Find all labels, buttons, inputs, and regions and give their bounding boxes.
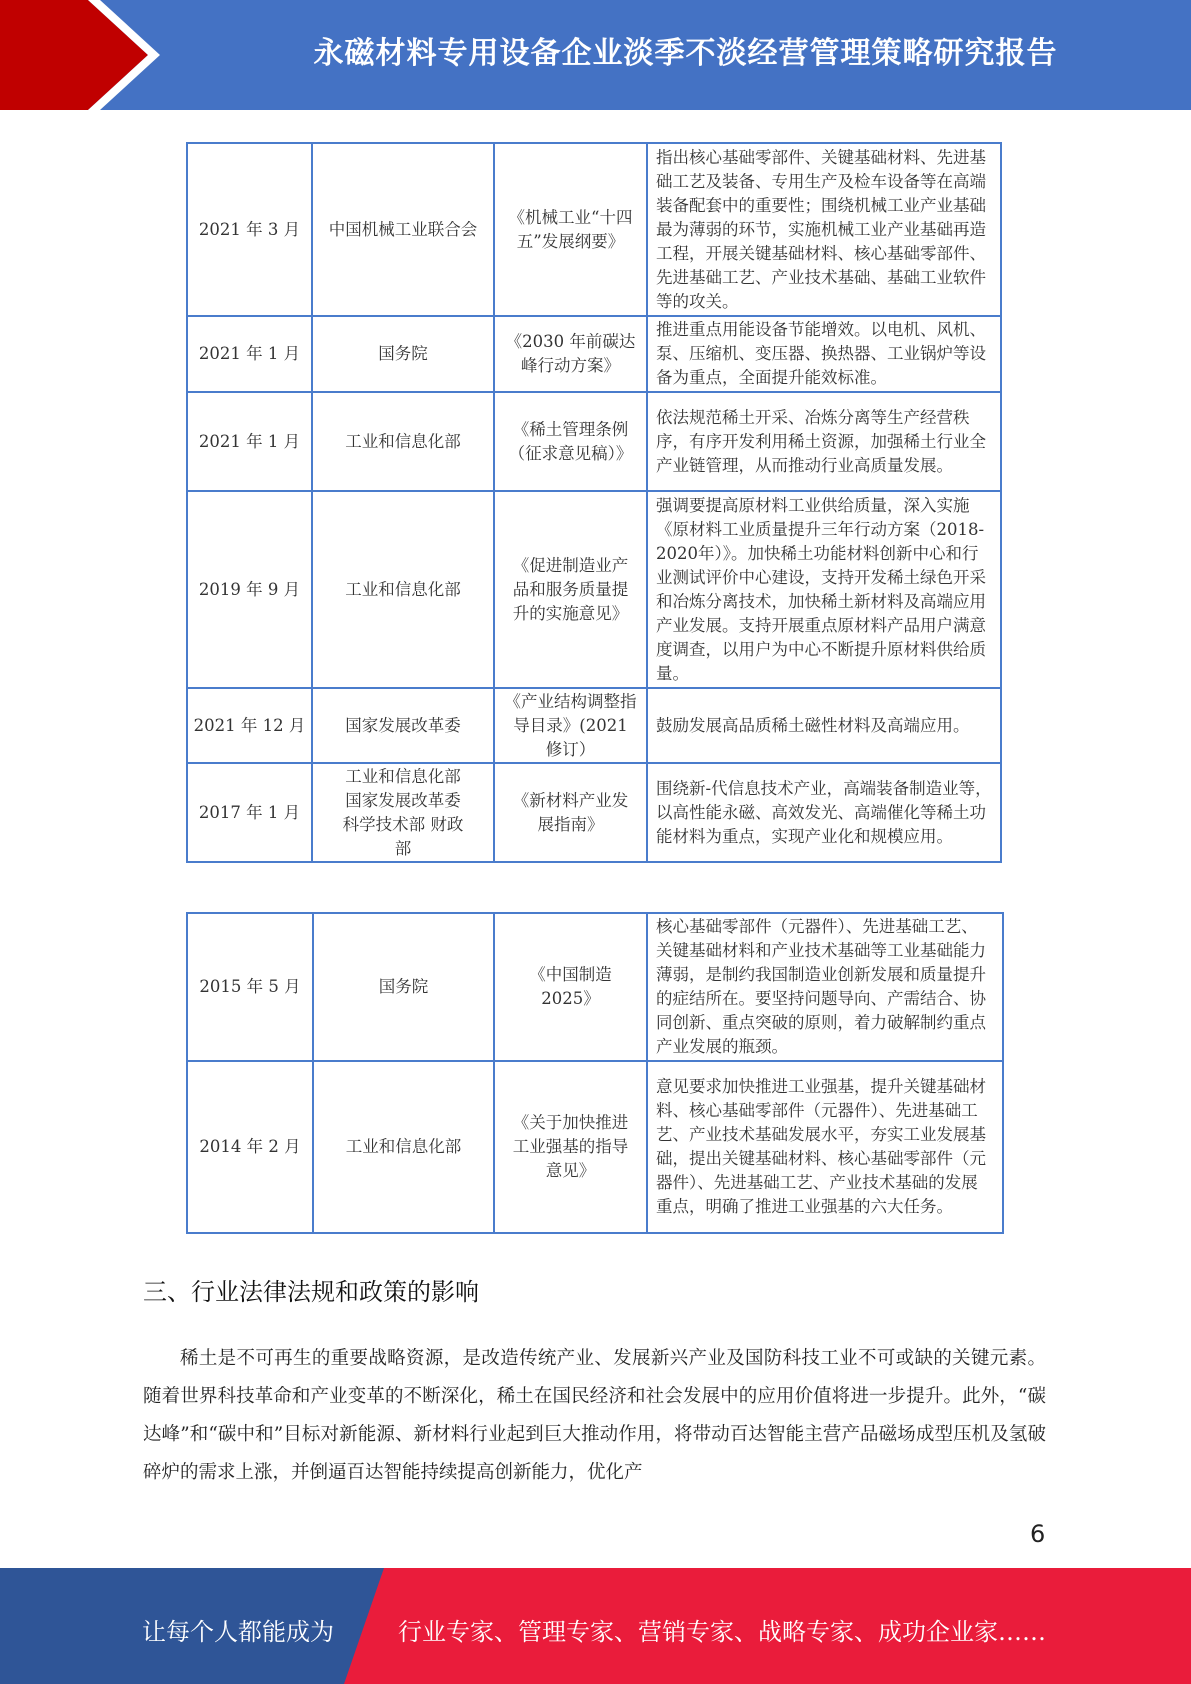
table-row [187,316,1001,392]
cell-content: 依法规范稀土开采、冶炼分离等生产经营秩序，有序开发利用稀土资源，加强稀土行业全产业链管理，从而推动行业高质量发展。 [647,392,1001,491]
table-row [187,491,1001,688]
cell-date: 2021 年 12 月 [187,688,312,763]
cell-content: 围绕新-代信息技术产业，高端装备制造业等，以高性能永磁、高效发光、高端催化等稀土功能材料为重点，实现产业化和规模应用。 [647,763,1001,862]
cell-org: 中国机械工业联合会 [312,143,494,316]
cell-doc: 《促进制造业产品和服务质量提升的实施意见》 [494,491,647,688]
cell-date: 2017 年 1 月 [187,763,312,862]
cell-content: 核心基础零部件（元器件）、先进基础工艺、关键基础材料和产业技术基础等工业基础能力薄弱，是制约我国制造业创新发展和质量提升的症结所在。要坚持问题导向、产需结合、协同创新、重点突破的原则，着力破解制约重点产业发展的瓶颈。 [647,913,1003,1061]
cell-date: 2014 年 2 月 [187,1061,313,1233]
cell-doc: 《中国制造 2025》 [494,913,647,1061]
cell-doc: 《机械工业“十四五”发展纲要》 [494,143,647,316]
section-heading: 三、行业法律法规和政策的影响 [143,1278,479,1306]
header-title: 永磁材料专用设备企业淡季不淡经营管理策略研究报告 [313,36,1058,71]
cell-org: 工业和信息化部 [312,491,494,688]
cell-doc: 《新材料产业发展指南》 [494,763,647,862]
page-header [0,0,1191,110]
footer-slogan-left: 让每个人都能成为 [142,1618,334,1646]
table-row [187,143,1001,316]
cell-doc: 《关于加快推进工业强基的指导意见》 [494,1061,647,1233]
table-row [187,913,1003,1061]
cell-date: 2021 年 3 月 [187,143,312,316]
table-row [187,688,1001,763]
cell-doc: 《2030 年前碳达峰行动方案》 [494,316,647,392]
cell-date: 2019 年 9 月 [187,491,312,688]
cell-date: 2015 年 5 月 [187,913,313,1061]
cell-content: 意见要求加快推进工业强基，提升关键基础材料、核心基础零部件（元器件）、先进基础工艺、产业技术基础发展水平，夯实工业发展基础，提出关键基础材料、核心基础零部件（元器件）、先进基础工艺、产业技术基础的发展重点，明确了推进工业强基的六大任务。 [647,1061,1003,1233]
cell-doc: 《产业结构调整指导目录》(2021 修订） [494,688,647,763]
cell-date: 2021 年 1 月 [187,316,312,392]
cell-content: 鼓励发展高品质稀土磁性材料及高端应用。 [647,688,1001,763]
cell-content: 推进重点用能设备节能增效。以电机、风机、泵、压缩机、变压器、换热器、工业锅炉等设备为重点，全面提升能效标准。 [647,316,1001,392]
cell-org: 国务院 [312,316,494,392]
cell-org: 工业和信息化部 国家发展改革委 科学技术部 财政部 [312,763,494,862]
policy-table-1 [186,142,1002,863]
cell-content: 指出核心基础零部件、关键基础材料、先进基础工艺及装备、专用生产及检车设备等在高端装备配套中的重要性；围绕机械工业产业基础最为薄弱的环节，实施机械工业产业基础再造工程，开展关键基础材料、核心基础零部件、先进基础工艺、产业技术基础、基础工业软件等的攻关。 [647,143,1001,316]
cell-content: 强调要提高原材料工业供给质量，深入实施《原材料工业质量提升三年行动方案（2018-2020年）》。加快稀土功能材料创新中心和行业测试评价中心建设，支持开发稀土绿色开采和冶炼分离技术，加快稀土新材料及高端应用产业发展。支持开展重点原材料产品用户满意度调查，以用户为中心不断提升原材料供给质量。 [647,491,1001,688]
table-row [187,763,1001,862]
header-red-arrow [0,0,160,110]
page-footer [0,1568,1191,1684]
cell-org: 国务院 [313,913,494,1061]
cell-org: 工业和信息化部 [313,1061,494,1233]
footer-slogan-right: 行业专家、管理专家、营销专家、战略专家、成功企业家…… [398,1618,1046,1646]
policy-table-2 [186,912,1004,1234]
page-number: 6 [1030,1520,1046,1548]
cell-org: 工业和信息化部 [312,392,494,491]
section-paragraph: 稀土是不可再生的重要战略资源，是改造传统产业、发展新兴产业及国防科技工业不可或缺的关键元素。随着世界科技革命和产业变革的不断深化，稀土在国民经济和社会发展中的应用价值将进一步提升。此外，“碳达峰”和“碳中和”目标对新能源、新材料行业起到巨大推动作用，将带动百达智能主营产品磁场成型压机及氢破碎炉的需求上涨，并倒逼百达智能持续提高创新能力，优化产 [143,1348,1046,1483]
cell-doc: 《稀土管理条例（征求意见稿）》 [494,392,647,491]
cell-date: 2021 年 1 月 [187,392,312,491]
cell-org: 国家发展改革委 [312,688,494,763]
table-row [187,392,1001,491]
table-row [187,1061,1003,1233]
